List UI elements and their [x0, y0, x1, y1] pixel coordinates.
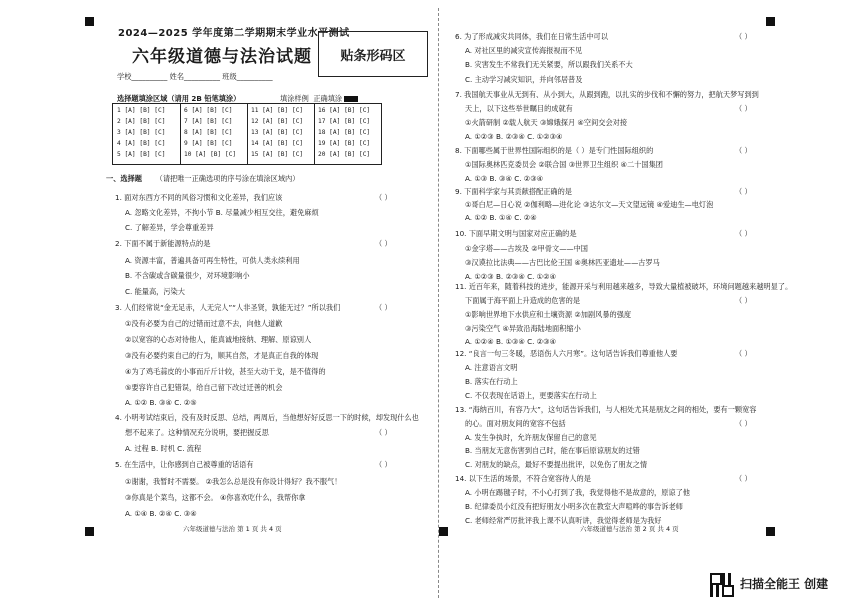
answer-paren: （ ）: [375, 428, 392, 437]
question-line: C. 老师经常严厉批评我上课不认真听讲，我觉得老师是为我好: [465, 516, 662, 525]
answer-paren: （ ）: [735, 187, 752, 196]
question-line: A. ①② B. ①④ C. ②④: [465, 213, 537, 222]
answer-paren: （ ）: [735, 296, 752, 305]
answer-bubble-group[interactable]: 4 [A] [B] [C]: [117, 140, 166, 147]
question-line: 9. 下面科学家与其贡献搭配正确的是: [455, 187, 572, 196]
question-line: 13. “海纳百川，有容乃大”，这句话告诉我们，与人相处尤其是朋友之间的相处，要有一颗宽容: [455, 405, 757, 414]
answer-paren: （ ）: [375, 460, 392, 469]
question-line: 14. 以下生活的场景，不符合宽容待人的是: [455, 474, 591, 483]
question-line: ⑤要容许自己犯错误，给自己留下改过迁善的机会: [125, 383, 283, 392]
question-line: 1. 面对东西方不同的风俗习惯和文化差异，我们应该: [115, 193, 283, 202]
answer-paren: （ ）: [735, 349, 752, 358]
page-divider: [438, 8, 439, 598]
registration-mark: [766, 17, 775, 26]
question-line: 的心。面对朋友间的宽容不包括: [465, 419, 566, 428]
question-line: A. 小明在踢毽子时，不小心打到了我，我觉得他不是故意的，原谅了他: [465, 488, 690, 497]
page-title: 六年级道德与法治试题: [132, 47, 312, 67]
answer-bubble-group[interactable]: 12 [A] [B] [C]: [251, 118, 304, 125]
answer-bubble-group[interactable]: 10 [A] [B] [C]: [184, 151, 237, 158]
answer-area-heading: 选择题填涂区域（请用 2B 铅笔填涂）: [117, 94, 241, 103]
question-line: ③没有必要约束自己的行为，顺其自然，才是真正自我的体现: [125, 351, 319, 360]
question-line: A. ①② B. ③④ C. ②⑤: [125, 398, 197, 407]
question-line: A. 资源丰富，普遍具备可再生特性，可供人类永续利用: [125, 256, 300, 265]
question-line: ①谢谢，我暂时不需要。 ②我怎么总是没有你设计得好？我不服气！: [125, 477, 342, 486]
question-line: ①国际奥林匹克委员会 ②联合国 ③世界卫生组织 ④二十国集团: [465, 160, 663, 169]
answer-bubble-group[interactable]: 7 [A] [B] [C]: [184, 118, 233, 125]
registration-mark: [766, 527, 775, 536]
answer-paren: （ ）: [735, 474, 752, 483]
registration-mark: [85, 17, 94, 26]
exam-line: 2024—2025 学年度第二学期期末学业水平测试: [118, 28, 350, 39]
barcode-area: 贴条形码区: [318, 31, 428, 77]
question-line: A. ①④ B. ②④ C. ③④: [125, 509, 197, 518]
answer-paren: （ ）: [375, 303, 392, 312]
question-line: C. 对朋友的缺点，最好不要提出批评，以免伤了朋友之情: [465, 460, 648, 469]
question-line: 天上，以下这些举世瞩目的成就有: [465, 104, 573, 113]
question-line: 8. 下面哪些属于世界性国际组织的是（ ）是专门性国际组织的: [455, 146, 654, 155]
answer-bubble-group[interactable]: 11 [A] [B] [C]: [251, 107, 304, 114]
answer-paren: （ ）: [735, 146, 752, 155]
answer-paren: （ ）: [735, 104, 752, 113]
answer-bubble-group[interactable]: 8 [A] [B] [C]: [184, 129, 233, 136]
question-line: ①火箭研制 ②载人航天 ③嫦娥探月 ④空间交会对接: [465, 118, 628, 127]
answer-bubble-group[interactable]: 14 [A] [B] [C]: [251, 140, 304, 147]
question-line: 2. 下面不属于新能源特点的是: [115, 239, 211, 248]
question-line: C. 了解差异，学会尊重差异: [125, 223, 214, 232]
answer-bubble-group[interactable]: 13 [A] [B] [C]: [251, 129, 304, 136]
question-line: ①没有必要为自己的过错而过意不去，向他人道歉: [125, 319, 283, 328]
question-line: C. 能量高，污染大: [125, 287, 185, 296]
question-line: B. 落实在行动上: [465, 377, 518, 386]
question-line: ④为了鸡毛蒜皮的小事而斤斤计较，甚至大动干戈，是不值得的: [125, 367, 326, 376]
answer-bubble-group[interactable]: 16 [A] [B] [C]: [318, 107, 371, 114]
question-line: A. ①②③ B. ②③④ C. ①②③④: [465, 132, 563, 141]
question-line: C. 主动学习减灾知识，并向邻居普及: [465, 75, 583, 84]
question-line: A. 发生争执时，允许朋友保留自己的意见: [465, 433, 597, 442]
school-field[interactable]: 学校__________ 姓名__________ 班级__________: [117, 72, 273, 81]
answer-paren: （ ）: [735, 229, 752, 238]
registration-mark: [85, 527, 94, 536]
footer-right: 六年级道德与法治 第 2 页 共 4 页: [580, 525, 679, 533]
question-line: ③汉谟拉比法典——古巴比伦王国 ④奥林匹亚遗址——古罗马: [465, 258, 660, 267]
question-line: A. ①③ B. ③④ C. ②③④: [465, 174, 544, 183]
section-title: 一、选择题 （请把唯一正确选项的序号涂在填涂区域内）: [106, 174, 300, 183]
question-line: B. 不含碳或含碳量很少，对环境影响小: [125, 271, 250, 280]
answer-paren: （ ）: [735, 419, 752, 428]
question-line: 4. 小明考试结束后，没有及时反思、总结，两周后，当他想好好反思一下的时候，却发现什么也: [115, 413, 419, 422]
answer-bubble-group[interactable]: 5 [A] [B] [C]: [117, 151, 166, 158]
footer-left: 六年级道德与法治 第 1 页 共 4 页: [183, 525, 282, 533]
qr-code-icon: [710, 573, 734, 597]
filled-sample-icon: [344, 96, 358, 102]
question-line: A. 注意语言文明: [465, 363, 518, 372]
question-line: 11. 近百年来，随着科技的进步，能源开采与利用越来越多，导致大量植被破坏，环境问题越来越明显了。: [455, 282, 793, 291]
question-line: ①哥白尼—日心说 ②伽利略—进化论 ③达尔文—天文望远镜 ④爱迪生—电灯泡: [465, 200, 714, 209]
answer-bubble-group[interactable]: 3 [A] [B] [C]: [117, 129, 166, 136]
question-line: ①影响世界地下水供应和土壤资源 ②加剧风暴的强度: [465, 310, 632, 319]
answer-bubble-group[interactable]: 18 [A] [B] [C]: [318, 129, 371, 136]
answer-paren: （ ）: [735, 32, 752, 41]
question-line: 想不起来了。这种情况充分说明，要把握反思: [125, 428, 269, 437]
question-line: 5. 在生活中，让你感到自己被尊重的话语有: [115, 460, 254, 469]
question-line: C. 不仅表现在话语上，更要落实在行动上: [465, 391, 597, 400]
question-line: A. ①②③ B. ②③④ C. ①②④: [465, 272, 557, 281]
question-line: ①金字塔——古埃及 ②甲骨文——中国: [465, 244, 588, 253]
question-line: B. 灾害发生不常我们无关紧要，所以跟我们关系不大: [465, 60, 633, 69]
answer-paren: （ ）: [375, 239, 392, 248]
answer-paren: （ ）: [375, 193, 392, 202]
answer-bubble-group[interactable]: 15 [A] [B] [C]: [251, 151, 304, 158]
answer-bubble-group[interactable]: 19 [A] [B] [C]: [318, 140, 371, 147]
answer-bubble-group[interactable]: 17 [A] [B] [C]: [318, 118, 371, 125]
registration-mark: [439, 527, 448, 536]
question-line: 7. 我国航天事业从无到有、从小到大，从跟到跑，以扎实的步伐和不懈的努力，把航天梦写到到: [455, 90, 759, 99]
answer-bubble-group[interactable]: 9 [A] [B] [C]: [184, 140, 233, 147]
answer-bubble-group[interactable]: 2 [A] [B] [C]: [117, 118, 166, 125]
question-line: ②以宽容的心态对待他人，能真诚地接纳、理解、原谅别人: [125, 335, 312, 344]
question-line: A. 忽略文化差异，不拘小节 B. 尽量减少相互交往，避免麻烦: [125, 208, 319, 217]
question-line: ③你真是个菜鸟，这都不会。 ④你喜欢吃什么，我帮你拿: [125, 493, 306, 502]
question-line: B. 当朋友无意伤害到自己时，能在事后原谅朋友的过错: [465, 446, 640, 455]
question-line: A. 对社区里的减灾宣传海报视而不见: [465, 46, 583, 55]
question-line: B. 纪律委员小红没有把好朋友小明多次在教室大声喧哗的事告诉老师: [465, 502, 683, 511]
question-line: 下面属于海平面上升造成的危害的是: [465, 296, 581, 305]
answer-bubble-group[interactable]: 1 [A] [B] [C]: [117, 107, 166, 114]
question-line: A. ①②④ B. ①③④ C. ②③④: [465, 337, 557, 346]
question-line: 10. 下面早期文明与国家对应正确的是: [455, 229, 577, 238]
answer-bubble-group[interactable]: 6 [A] [B] [C]: [184, 107, 233, 114]
question-line: 6. 为了形成减灾共同体，我们在日常生活中可以: [455, 32, 608, 41]
watermark: 扫描全能王 创建: [740, 577, 829, 591]
question-line: ③污染空气 ④异致沿海陆地面积缩小: [465, 324, 581, 333]
answer-bubble-group[interactable]: 20 [A] [B] [C]: [318, 151, 371, 158]
sample-label: 填涂样例 正确填涂: [280, 95, 358, 102]
question-line: 3. 人们经常说“金无足赤，人无完人”“人非圣贤，孰能无过？”所以我们: [115, 303, 341, 312]
question-line: A. 过程 B. 时机 C. 流程: [125, 444, 202, 453]
question-line: 12. “良言一句三冬暖，恶语伤人六月寒”。这句话告诉我们尊重他人要: [455, 349, 678, 358]
